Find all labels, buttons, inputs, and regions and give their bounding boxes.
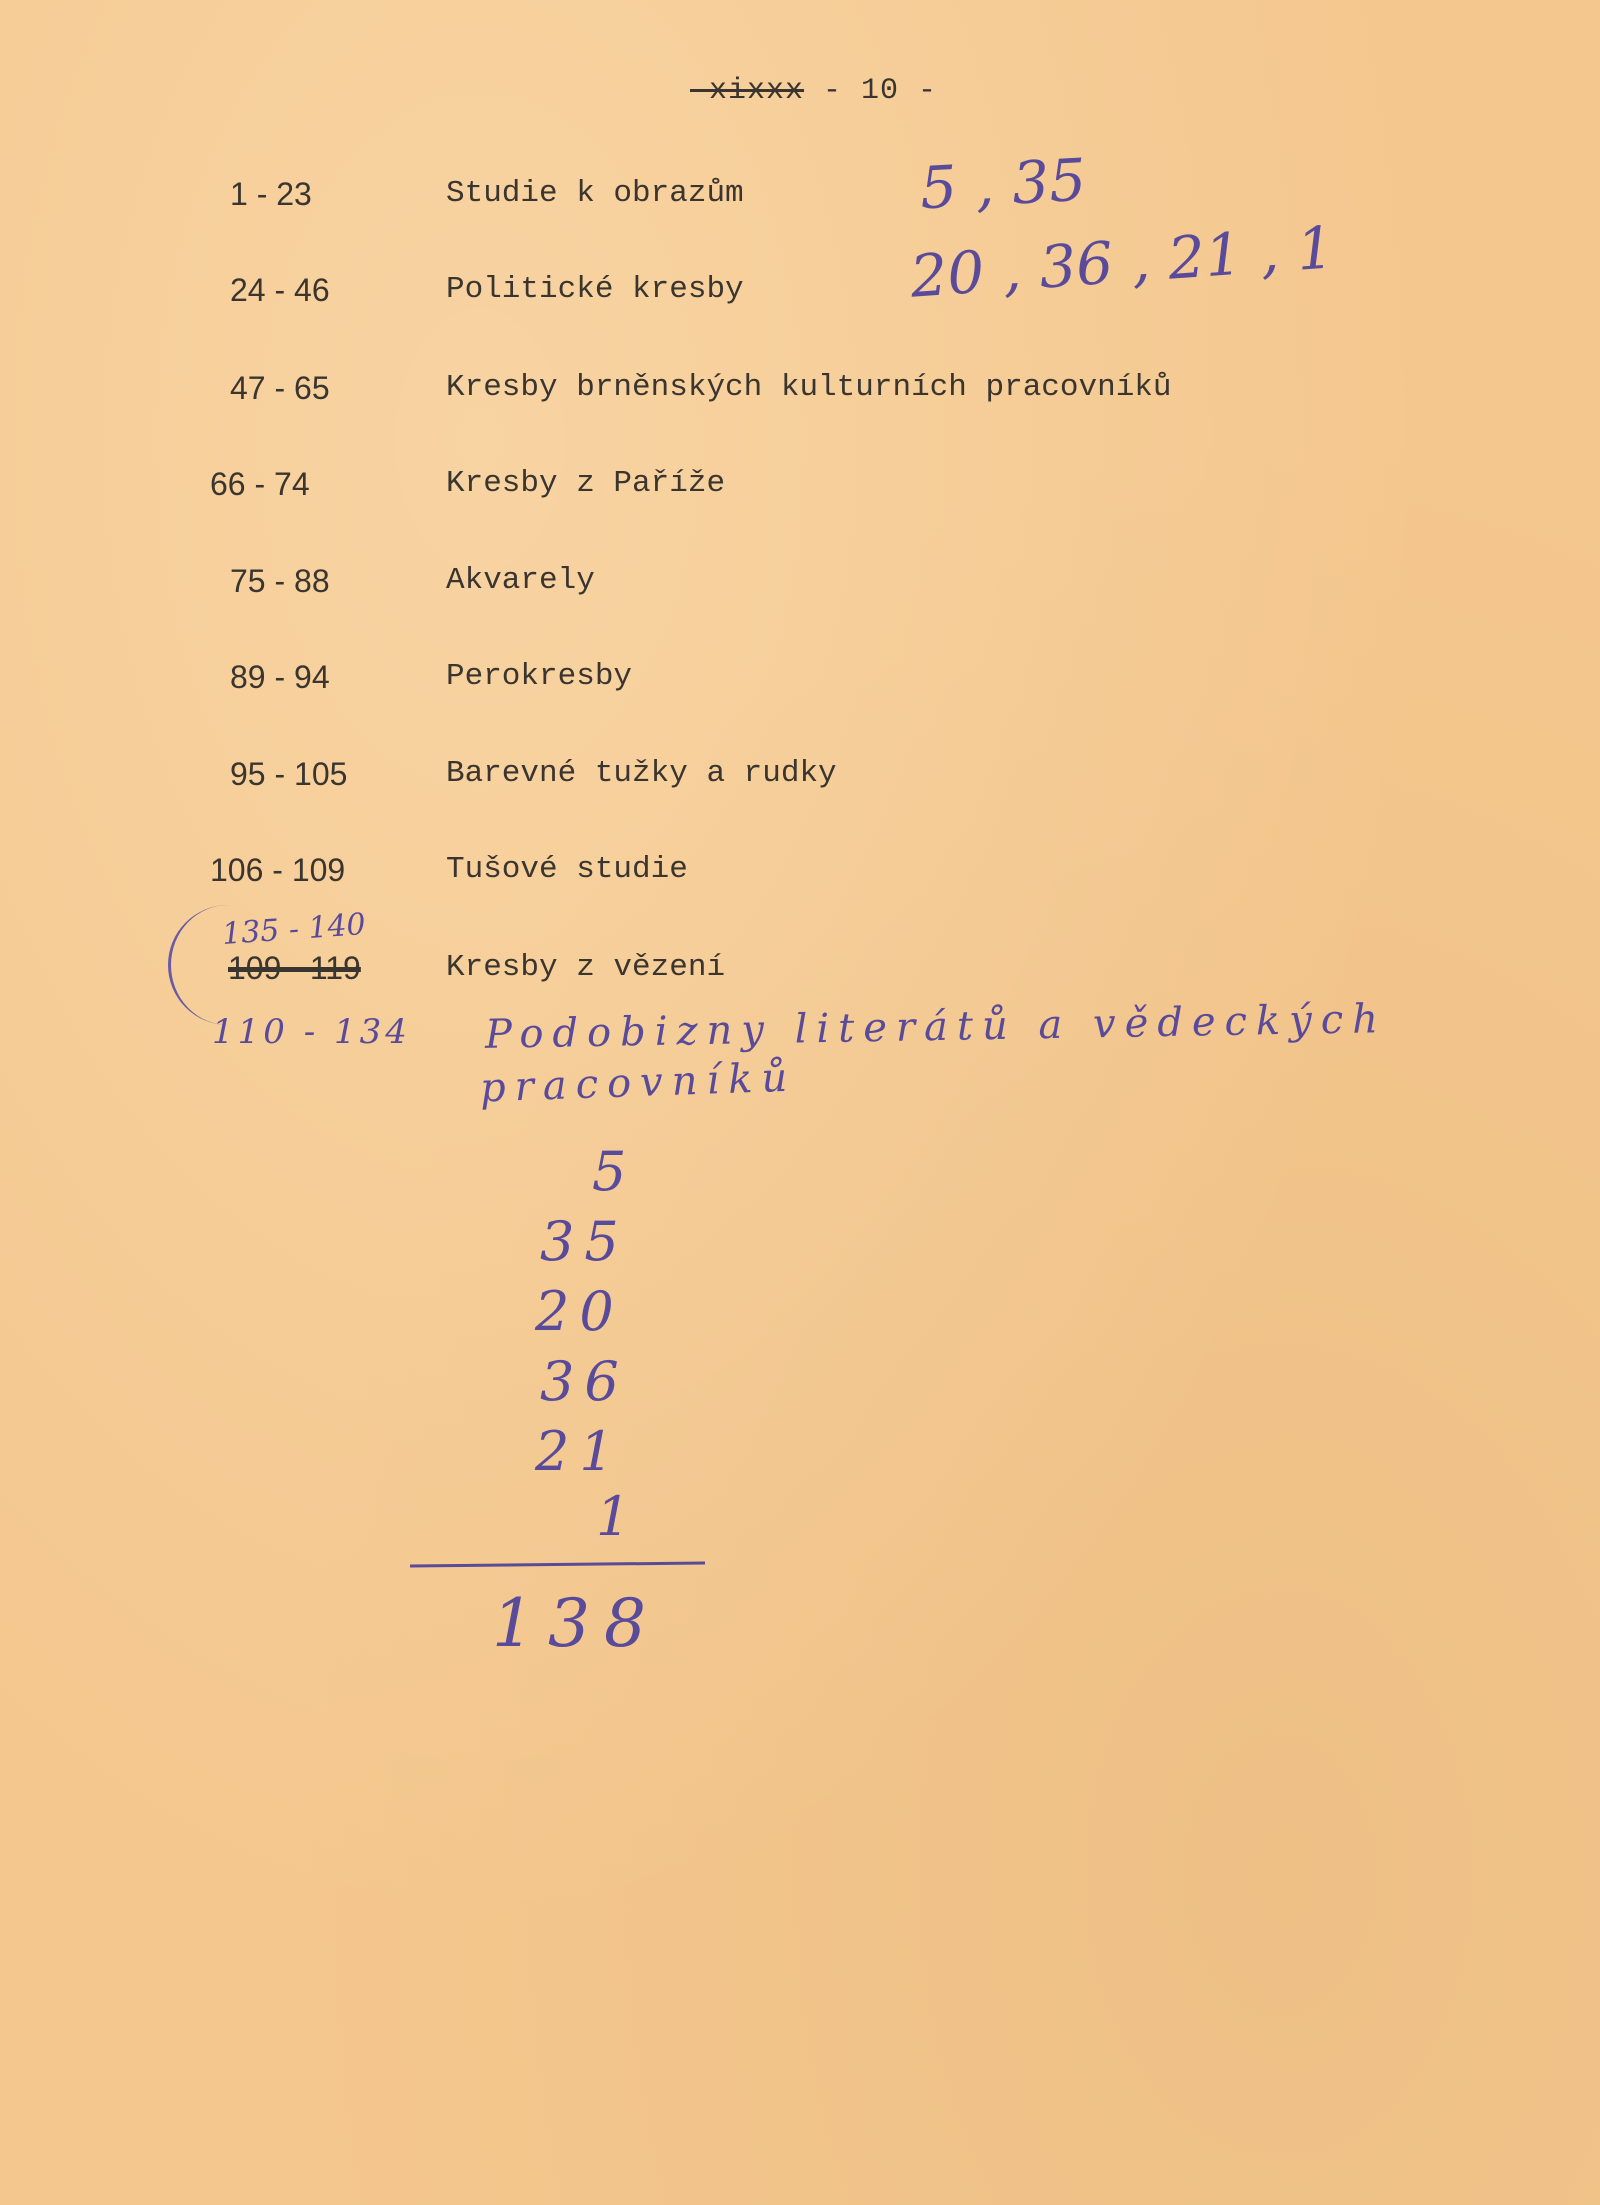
range-5: 75 - 88	[230, 563, 330, 599]
range-2: 24 - 46	[230, 272, 330, 308]
range-3: 47 - 65	[230, 370, 330, 406]
label-9: Kresby z vězení	[446, 950, 726, 985]
range-4: 66 - 74	[210, 466, 310, 502]
label-7: Barevné tužky a rudky	[446, 756, 837, 791]
sum-term-3: 20	[535, 1280, 624, 1343]
handwritten-corrected-range: 135 - 140	[220, 907, 367, 952]
label-5: Akvarely	[446, 563, 595, 598]
label-8: Tušové studie	[446, 852, 688, 887]
struck-header-text: -xixxx	[690, 74, 805, 108]
sum-term-2: 35	[540, 1210, 629, 1273]
label-2: Politické kresby	[446, 272, 744, 307]
range-6: 89 - 94	[230, 659, 330, 695]
page-number: - 10 -	[823, 74, 938, 108]
sum-term-1: 5	[592, 1140, 627, 1203]
sum-term-5: 21	[535, 1420, 624, 1483]
handwritten-added-label-line1: Podobizny literátů a vědeckých	[484, 996, 1388, 1058]
range-9-struck: 109 - 119	[228, 950, 361, 986]
handwritten-added-label-line2: pracovníků	[479, 1054, 797, 1112]
range-8: 106 - 109	[210, 852, 346, 888]
handwritten-added-range: 110 - 134	[212, 1012, 411, 1052]
sum-term-6: 1	[596, 1485, 631, 1548]
sum-underline	[410, 1561, 705, 1567]
range-1: 1 - 23	[230, 176, 312, 212]
handwritten-top-numbers-line2: 20 , 36 , 21 , 1	[908, 213, 1337, 311]
label-1: Studie k obrazům	[446, 176, 744, 211]
range-7: 95 - 105	[230, 756, 348, 792]
page-header	[690, 74, 937, 108]
label-6: Perokresby	[446, 659, 633, 694]
handwritten-top-numbers-line1: 5 , 35	[918, 145, 1088, 223]
label-3: Kresby brněnských kulturních pracovníků	[446, 370, 1172, 405]
sum-total: 138	[492, 1585, 660, 1662]
sum-term-4: 36	[540, 1350, 629, 1413]
label-4: Kresby z Paříže	[446, 466, 726, 501]
